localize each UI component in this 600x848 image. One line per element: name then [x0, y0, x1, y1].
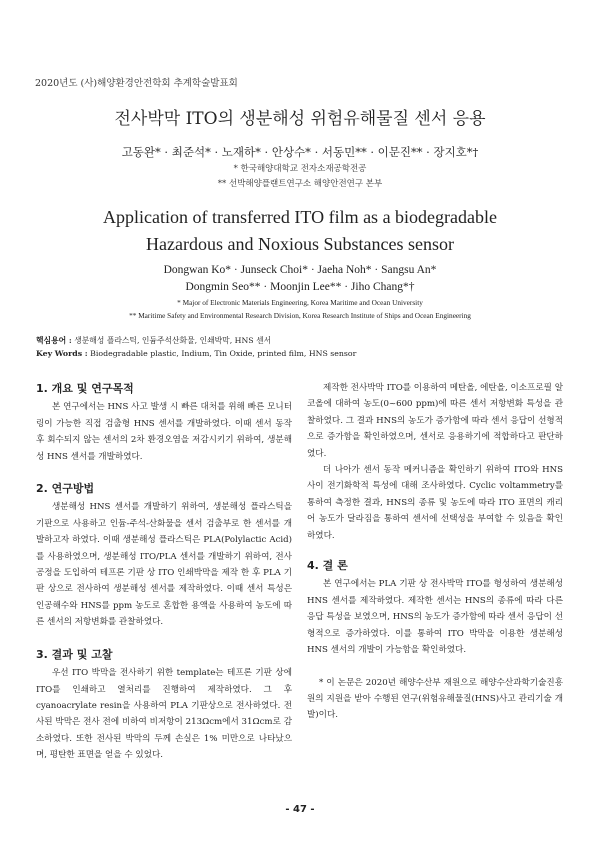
section-3-paragraph-2: 제작한 전사박막 ITO를 이용하여 메탄올, 에탄올, 이소프로필 알코올에 대하여 농도(0~600 ppm)에 따른 센서 저항변화 특성을 관찰하였다. 그 결과 HNS의 농도가 증가함에 따라 센서 응답이 선형적으로 증가함을 확인하였으며, 센서로 응용하기에 적합하다고 판단하였다. — [307, 383, 563, 459]
keywords-korean — [36, 335, 271, 346]
korean-authors: 고동완* · 최준석* · 노재하* · 안상수* · 서동민** · 이문진** · 장지호*† — [121, 145, 479, 159]
english-authors-line-1: Dongwan Ko* · Junseck Choi* · Jaeha Noh* · Sangsu An* — [163, 264, 437, 276]
page-number: - 47 - — [285, 804, 315, 815]
section-2-title: 2. 연구방법 — [36, 482, 95, 496]
section-1-paragraph: 본 연구에서는 HNS 사고 발생 시 빠른 대처를 위해 빠른 모니터링이 가능한 직접 검출형 HNS 센서를 개발하였다. 이때 센서 동작 후 회수되지 않는 센서의 2차 환경오염을 저감시키기 위하여, 생분해성 HNS 센서를 개발하였다. — [36, 402, 292, 462]
korean-affiliation-1: * 한국해양대학교 전자소재공학전공 — [233, 164, 367, 174]
english-title-line-1: Application of transferred ITO film as a biodegradable — [102, 207, 498, 227]
english-affiliation-1: * Major of Electronic Materials Engineering, Korea Maritime and Ocean University — [177, 298, 423, 307]
section-4-paragraph: 본 연구에서는 PLA 기판 상 전사박막 ITO를 형성하여 생분해성 HNS 센서를 제작하였다. 제작한 센서는 HNS의 종류에 따라 다른 응답 특성을 보였으며, HNS의 농도가 증가함에 따라 센서 응답이 선형적으로 증가하였다. 이를 통하여 ITO 박막을 이용한 생분해성 HNS 센서의 개발이 가능함을 확인하였다. — [307, 579, 563, 656]
keywords-english-text: Biodegradable plastic, Indium, Tin Oxide, printed film, HNS sensor — [87, 349, 357, 358]
section-3-paragraph-3: 더 나아가 센서 동작 메커니즘을 확인하기 위하여 ITO와 HNS 사이 전기화학적 특성에 대해 조사하였다. Cyclic voltammetry를 통하여 측정한 결과, HNS의 종류 및 농도에 따라 ITO 표면의 캐리어 농도가 달라짐을 통하여 센서에 선택성을 부여할 수 있음을 확인하였다. — [307, 465, 563, 541]
section-3-paragraph-1: 우선 ITO 박막을 전사하기 위한 template는 테프론 기판 상에 ITO를 인쇄하고 열처리를 진행하여 제작하였다. 그 후 cyanoacrylate resin을 사용하여 PLA 기판상으로 전사하였다. 전사된 박막은 전사 전에 비하여 비저항이 213Ωcm에서 31Ωcm로 감소하였다. 또한 전사된 박막의 두께 손실은 1% 미만으로 나타났으며, 평탄한 표면을 얻을 수 있었다. — [36, 668, 292, 761]
acknowledgement-footnote: * 이 논문은 2020년 해양수산부 재원으로 해양수산과학기술진흥원의 지원을 받아 수행된 연구(위험유해물질(HNS)사고 관리기술 개발)이다. — [307, 677, 563, 721]
conference-header: 2020년도 (사)해양환경안전학회 추계학술발표회 — [35, 78, 238, 89]
right-column — [307, 380, 563, 724]
section-3-title: 3. 결과 및 고찰 — [36, 647, 113, 661]
section-1-title: 1. 개요 및 연구목적 — [36, 382, 134, 395]
korean-affiliation-2: ** 선박해양플랜트연구소 해양안전연구 본부 — [217, 179, 383, 189]
english-title — [0, 204, 600, 258]
section-2-paragraph: 생분해성 HNS 센서를 개발하기 위하여, 생분해성 플라스틱을 기판으로 사용하고 인듐-주석-산화물을 센서 검출부로 한 센서를 개발하고자 하였다. 이때 생분해성 플라스틱은 PLA(Polylactic Acid)를 사용하였으며, 생분해성 ITO/PLA 센서를 개발하기 위하여, 전사공정을 도입하여 테프론 기판 상 ITO 인쇄박막을 제작 한 후 PLA 기판 상으로 전사하여 생분해성 센서를 제작하였다. 이때 센서 특성은 인공해수와 HNS를 ppm 농도로 혼합한 용액을 사용하여 농도에 따른 센서의 저항변화를 관찰하였다. — [36, 502, 292, 628]
korean-title: 전사박막 ITO의 생분해성 위험유해물질 센서 응용 — [114, 109, 486, 129]
keywords-korean-label: 핵심용어 : — [36, 336, 72, 345]
english-authors-line-2: Dongmin Seo** · Moonjin Lee** · Jiho Chang*† — [185, 281, 415, 293]
english-affiliation-2: ** Maritime Safety and Environmental Research Division, Korea Research Institute of Ships and Ocean Engineering — [129, 311, 471, 320]
keywords-korean-text: 생분해성 플라스틱, 인듐주석산화물, 인쇄박막, HNS 센서 — [71, 336, 272, 345]
left-column — [36, 381, 292, 764]
english-title-line-2: Hazardous and Noxious Substances sensor — [146, 234, 454, 254]
section-4-title: 4. 결 론 — [307, 559, 348, 573]
keywords-english-label: Key Words : — [36, 349, 88, 358]
keywords-english — [36, 349, 356, 358]
